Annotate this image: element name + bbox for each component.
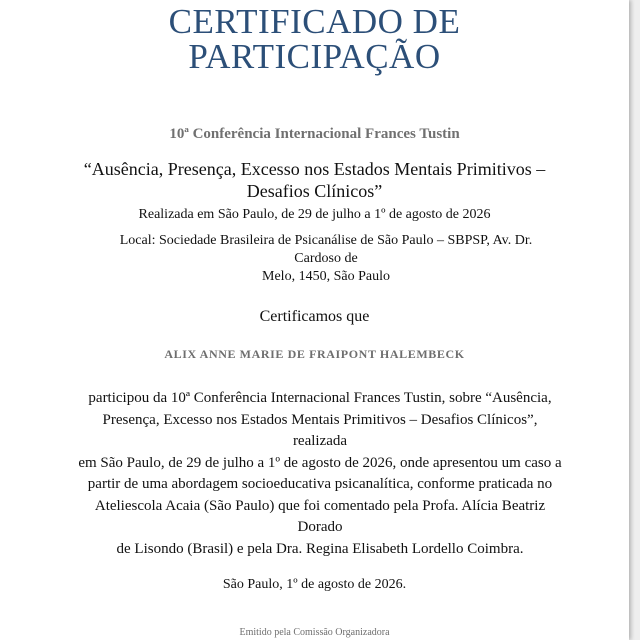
event-location: [100, 232, 552, 286]
participant-name: ALIX ANNE MARIE DE FRAIPONT HALEMBECK: [164, 347, 465, 361]
conference-theme: [0, 158, 629, 202]
body-line: participou da 10ª Conferência Internacional Frances Tustin, sobre “Ausência,: [88, 390, 552, 406]
title-line-2: PARTICIPAÇÃO: [188, 37, 441, 76]
theme-line-1: “Ausência, Presença, Excesso nos Estados Mentais Primitivos –: [83, 159, 546, 179]
body-line: Presença, Excesso nos Estados Mentais Primitivos – Desafios Clínicos”, realizada: [102, 411, 538, 449]
location-line-1: Local: Sociedade Brasileira de Psicanálise de São Paulo – SBPSP, Av. Dr. Cardoso de: [119, 233, 533, 266]
location-line-2: Melo, 1450, São Paulo: [262, 269, 390, 284]
conference-name: 10ª Conferência Internacional Frances Tustin: [169, 126, 460, 142]
body-line: Ateliescola Acaia (São Paulo) que foi comentado pela Profa. Alícia Beatriz Dorado: [94, 497, 546, 535]
certificate-title: [0, 4, 629, 74]
participation-text: [78, 388, 562, 560]
issue-date: São Paulo, 1º de agosto de 2026.: [222, 577, 407, 592]
title-line-1: CERTIFICADO DE: [168, 2, 461, 41]
certify-statement: Certificamos que: [259, 308, 370, 325]
body-line: de Lisondo (Brasil) e pela Dra. Regina Elisabeth Lordello Coimbra.: [116, 540, 524, 557]
event-dates: Realizada em São Paulo, de 29 de julho a 1º de agosto de 2026: [138, 207, 491, 222]
theme-line-2: Desafios Clínicos”: [246, 181, 383, 201]
body-line: em São Paulo, de 29 de julho a 1º de agosto de 2026, onde apresentou um caso a: [78, 454, 562, 471]
body-line: partir de uma abordagem socioeducativa psicanalítica, conforme praticada no: [87, 476, 553, 492]
issuer-footer: Emitido pela Comissão Organizadora: [239, 627, 390, 638]
